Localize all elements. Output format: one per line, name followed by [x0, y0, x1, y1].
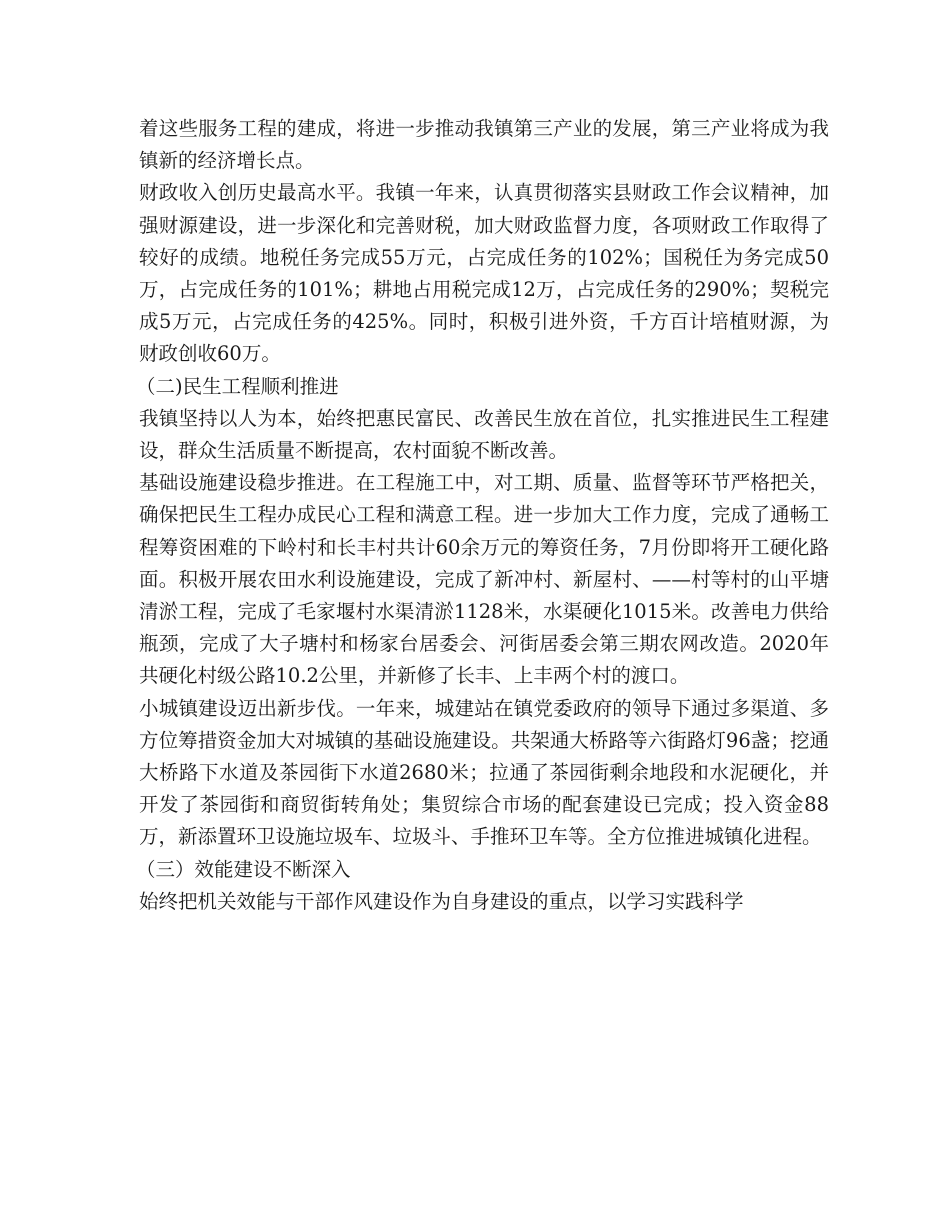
paragraph-small-town: 小城镇建设迈出新步伐。一年来，城建站在镇党委政府的领导下通过多渠道、多方位筹措资金加大对城镇的基础设施建设。共架通大桥路等六街路灯96盏；挖通大桥路下水道及茶园街下水道2680米；拉通了茶园街剩余地段和水泥硬化，并开发了茶园街和商贸街转角处；集贸综合市场的配套建设已完成；投入资金88万，新添置环卫设施垃圾车、垃圾斗、手推环卫车等。全方位推进城镇化进程。 — [139, 696, 829, 849]
section-heading-efficiency: （三）效能建设不断深入 — [136, 857, 351, 881]
paragraph-infrastructure: 基础设施建设稳步推进。在工程施工中，对工期、质量、监督等环节严格把关，确保把民生工程办成民心工程和满意工程。进一步加大工作力度，完成了通畅工程筹资困难的下岭村和长丰村共计60余万元的筹资任务，7月份即将开工硬化路面。积极开展农田水利设施建设，完成了新冲村、新屋村、——村等村的山平塘清淤工程，完成了毛家堰村水渠清淤1128米，水渠硬化1015米。改善电力供给瓶颈，完成了大子塘村和杨家台居委会、河街居委会第三期农网改造。2020年共硬化村级公路10.2公里，并新修了长丰、上丰两个村的渡口。 — [139, 471, 829, 688]
paragraph-service-projects: 着这些服务工程的建成，将进一步推动我镇第三产业的发展，第三产业将成为我镇新的经济增长点。 — [139, 117, 829, 173]
paragraph-people-first: 我镇坚持以人为本，始终把惠民富民、改善民生放在首位，扎实推进民生工程建设，群众生活质量不断提高，农村面貌不断改善。 — [139, 406, 829, 463]
paragraph-fiscal-revenue: 财政收入创历史最高水平。我镇一年来，认真贯彻落实县财政工作会议精神，加强财源建设，进一步深化和完善财税，加大财政监督力度，各项财政工作取得了较好的成绩。地税任务完成55万元，占完成任务的102%；国税任为务完成50万，占完成任务的101%；耕地占用税完成12万，占完成任务的290%；契税完成5万元，占完成任务的425%。同时，积极引进外资，千方百计培植财源，为财政创收60万。 — [139, 181, 829, 366]
document-body — [136, 113, 829, 918]
paragraph-efficiency: 始终把机关效能与干部作风建设作为自身建设的重点，以学习实践科学 — [139, 889, 744, 913]
section-heading-livelihood: （二)民生工程顺利推进 — [136, 374, 339, 398]
